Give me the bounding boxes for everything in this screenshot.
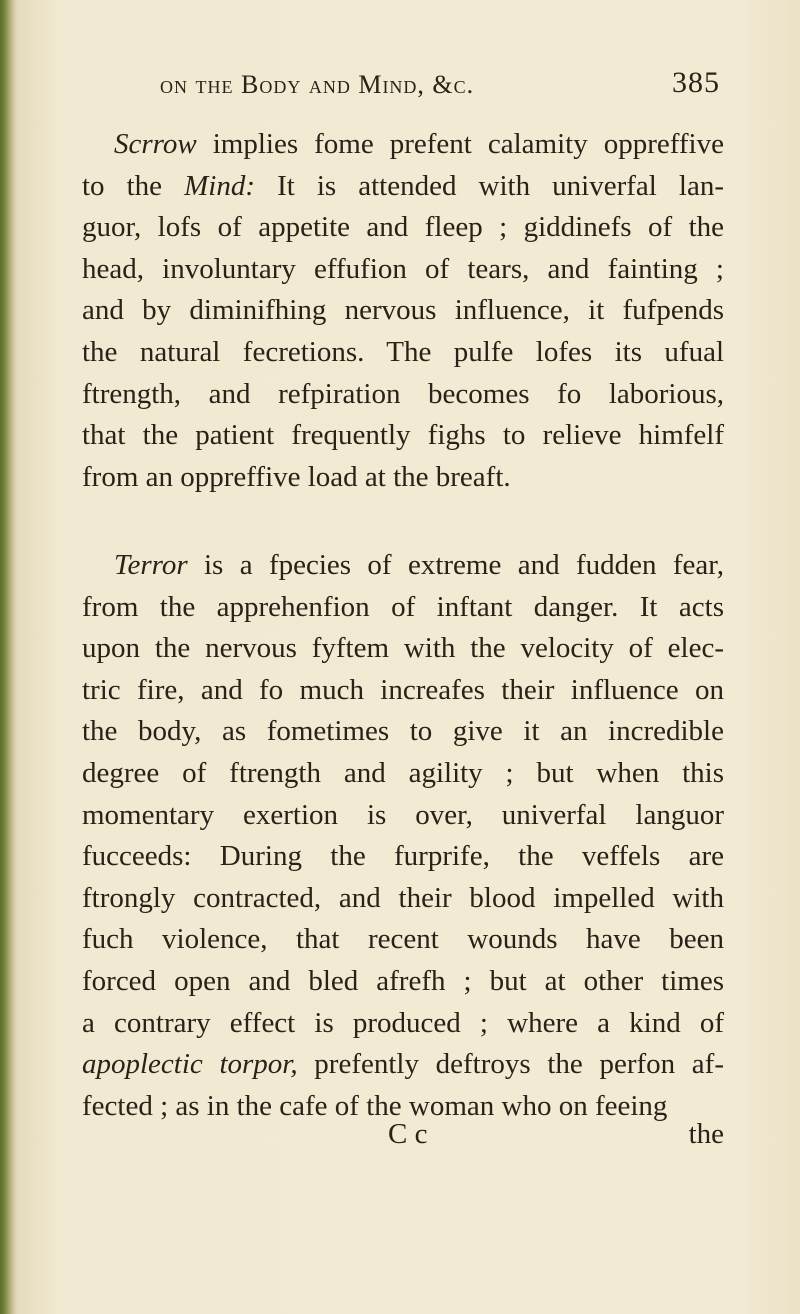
text-line: tric fire, and fo much increafes their influence on <box>82 673 724 706</box>
text-line: Scrrow implies fome prefent calamity oppreffive <box>114 128 724 160</box>
text-line: from the apprehenfion of inftant danger. It acts <box>82 590 724 623</box>
text-line: the body, as fometimes to give it an incredible <box>82 715 724 748</box>
text-line: to the Mind: It is attended with univerfal lan- <box>82 169 724 202</box>
catchword: the <box>688 1118 724 1150</box>
paragraph-terror <box>82 545 724 1127</box>
text-line: ftrength, and refpiration becomes fo laborious, <box>82 377 724 410</box>
text-line: Terror is a fpecies of extreme and fudden fear, <box>114 549 724 581</box>
text-line: momentary exertion is over, univerfal languor <box>82 798 724 831</box>
text-line: the natural fecretions. The pulfe lofes its ufual <box>82 335 724 368</box>
text-line: apoplectic torpor, prefently deftroys the perfon af- <box>82 1048 724 1081</box>
text-line: fected ; as in the cafe of the woman who on feeing <box>82 1089 668 1122</box>
paragraph-sorrow <box>82 124 724 498</box>
text-line: that the patient frequently fighs to relieve himfelf <box>82 419 724 452</box>
text-line: from an oppreffive load at the breaft. <box>82 460 511 493</box>
text-line: degree of ftrength and agility ; but when this <box>82 756 724 789</box>
text-line: guor, lofs of appetite and fleep ; giddinefs of the <box>82 211 724 244</box>
signature-mark: C c <box>388 1118 428 1150</box>
text-line: upon the nervous fyftem with the velocity of elec- <box>82 632 724 665</box>
text-line: and by diminifhing nervous influence, it fufpends <box>82 294 724 327</box>
page-header <box>160 66 720 100</box>
text-line: fuch violence, that recent wounds have been <box>82 923 724 956</box>
text-line: ftrongly contracted, and their blood impelled with <box>82 881 724 914</box>
running-head: on the Body and Mind, &c. <box>160 70 475 99</box>
binding-gutter <box>0 0 16 1314</box>
page-number: 385 <box>672 66 720 99</box>
text-line: head, involuntary effufion of tears, and fainting ; <box>82 252 724 285</box>
text-line: fucceeds: During the furprife, the veffels are <box>82 840 724 873</box>
text-line: a contrary effect is produced ; where a kind of <box>82 1006 724 1039</box>
text-line: forced open and bled afrefh ; but at other times <box>82 964 724 997</box>
